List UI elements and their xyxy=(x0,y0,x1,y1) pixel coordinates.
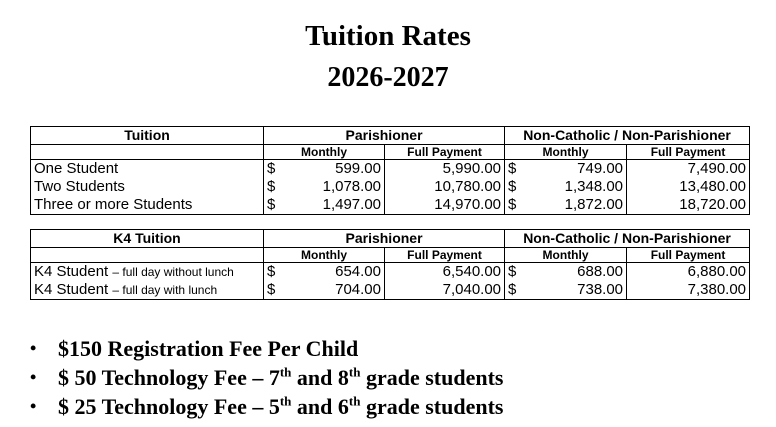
row-label-note: – full day with lunch xyxy=(112,283,218,297)
page-title: Tuition Rates xyxy=(305,20,471,52)
parishioner-header: Parishioner xyxy=(264,127,505,145)
currency: $ xyxy=(264,281,282,300)
table-row xyxy=(31,263,750,282)
table-subheader-row xyxy=(31,248,750,263)
row-label: Three or more Students xyxy=(31,196,264,215)
fee-text: $150 Registration Fee Per Child xyxy=(58,336,359,361)
monthly-header: Monthly xyxy=(264,145,385,160)
value-cell: 7,040.00 xyxy=(385,281,505,300)
list-item xyxy=(20,392,503,421)
fee-text: $ 50 Technology Fee – 7 xyxy=(58,365,280,390)
parishioner-header: Parishioner xyxy=(264,230,505,248)
currency: $ xyxy=(505,160,523,179)
table-row xyxy=(31,281,750,300)
tuition-header: Tuition xyxy=(31,127,264,145)
value-cell: 1,497.00 xyxy=(282,196,385,215)
full-payment-header: Full Payment xyxy=(627,145,750,160)
value-cell: 6,540.00 xyxy=(385,263,505,282)
value-cell: 704.00 xyxy=(282,281,385,300)
empty-cell xyxy=(31,145,264,160)
ordinal-suffix: th xyxy=(279,364,292,380)
table-subheader-row xyxy=(31,145,750,160)
value-cell: 18,720.00 xyxy=(627,196,750,215)
fee-text: grade students xyxy=(360,394,504,419)
currency: $ xyxy=(505,281,523,300)
list-item xyxy=(20,363,503,392)
tuition-table xyxy=(30,126,750,215)
currency: $ xyxy=(505,178,523,196)
school-year: 2026-2027 xyxy=(327,62,449,93)
bullet-icon: • xyxy=(30,396,37,416)
table-header-row xyxy=(31,230,750,248)
ordinal-suffix: th xyxy=(279,393,292,409)
fee-list xyxy=(20,334,503,421)
table-row xyxy=(31,196,750,215)
list-item xyxy=(20,334,503,363)
bullet-icon: • xyxy=(30,367,37,387)
fee-text: grade students xyxy=(360,365,504,390)
value-cell: 5,990.00 xyxy=(385,160,505,179)
full-payment-header: Full Payment xyxy=(627,248,750,263)
currency: $ xyxy=(505,263,523,282)
value-cell: 688.00 xyxy=(523,263,627,282)
fee-text: and 8 xyxy=(291,365,349,390)
row-label-main: K4 Student xyxy=(34,263,109,280)
value-cell: 10,780.00 xyxy=(385,178,505,196)
row-label xyxy=(31,263,264,282)
bullet-icon: • xyxy=(30,338,37,358)
k4-tuition-header: K4 Tuition xyxy=(31,230,264,248)
value-cell: 14,970.00 xyxy=(385,196,505,215)
non-parishioner-header: Non-Catholic / Non-Parishioner xyxy=(505,230,750,248)
value-cell: 749.00 xyxy=(523,160,627,179)
value-cell: 738.00 xyxy=(523,281,627,300)
value-cell: 599.00 xyxy=(282,160,385,179)
full-payment-header: Full Payment xyxy=(385,248,505,263)
k4-tuition-table xyxy=(30,229,750,300)
fee-text: and 6 xyxy=(291,394,349,419)
fee-text: $ 25 Technology Fee – 5 xyxy=(58,394,280,419)
row-label xyxy=(31,281,264,300)
value-cell: 7,490.00 xyxy=(627,160,750,179)
row-label: Two Students xyxy=(31,178,264,196)
table-header-row xyxy=(31,127,750,145)
value-cell: 654.00 xyxy=(282,263,385,282)
non-parishioner-header: Non-Catholic / Non-Parishioner xyxy=(505,127,750,145)
row-label: One Student xyxy=(31,160,264,179)
ordinal-suffix: th xyxy=(348,393,361,409)
value-cell: 1,872.00 xyxy=(523,196,627,215)
monthly-header: Monthly xyxy=(505,145,627,160)
currency: $ xyxy=(505,196,523,215)
monthly-header: Monthly xyxy=(505,248,627,263)
value-cell: 1,348.00 xyxy=(523,178,627,196)
ordinal-suffix: th xyxy=(348,364,361,380)
full-payment-header: Full Payment xyxy=(385,145,505,160)
currency: $ xyxy=(264,263,282,282)
row-label-main: K4 Student xyxy=(34,281,109,298)
value-cell: 6,880.00 xyxy=(627,263,750,282)
currency: $ xyxy=(264,160,282,179)
value-cell: 13,480.00 xyxy=(627,178,750,196)
value-cell: 7,380.00 xyxy=(627,281,750,300)
currency: $ xyxy=(264,196,282,215)
table-row xyxy=(31,178,750,196)
empty-cell xyxy=(31,248,264,263)
row-label-note: – full day without lunch xyxy=(112,265,234,279)
currency: $ xyxy=(264,178,282,196)
table-row xyxy=(31,160,750,179)
value-cell: 1,078.00 xyxy=(282,178,385,196)
monthly-header: Monthly xyxy=(264,248,385,263)
